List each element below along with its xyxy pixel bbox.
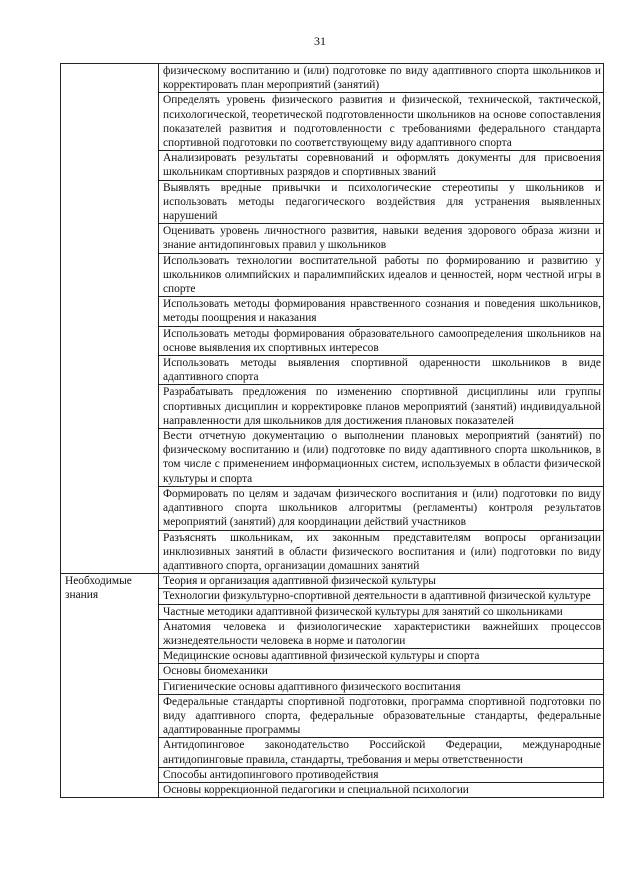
requirement-item: Определять уровень физического развития и физической, технической, тактической, психологической, теоретической подготовленности школьников на основе сопоставления показателей развития и подготовленности с требованиями федерального стандарта спортивной подготовки по соответствующему виду адаптивного спорта [159, 93, 604, 151]
table-row [61, 574, 604, 589]
requirement-item: Анатомия человека и физиологические характеристики важнейших процессов жизнедеятельности человека в норме и патологии [159, 619, 604, 648]
requirement-item: Основы коррекционной педагогики и специальной психологии [159, 782, 604, 797]
category-cell-skills [61, 64, 159, 574]
requirement-item: Разъяснять школьникам, их законным представителям вопросы организации инклюзивных занятий в области физического воспитания и (или) подготовки по виду адаптивного спорта, организации домашних занятий [159, 530, 604, 574]
requirement-item: Способы антидопингового противодействия [159, 767, 604, 782]
requirement-item: Использовать методы формирования нравственного сознания и поведения школьников, методы поощрения и наказания [159, 297, 604, 326]
requirement-item: Антидопинговое законодательство Российской Федерации, международные антидопинговые правила, стандарты, требования и меры ответственности [159, 738, 604, 767]
requirement-item: Технологии физкультурно-спортивной деятельности в адаптивной физической культуре [159, 589, 604, 604]
page-number: 31 [314, 34, 326, 48]
requirement-item: Использовать методы выявления спортивной одаренности школьников в виде адаптивного спорта [159, 356, 604, 385]
requirement-item: физическому воспитанию и (или) подготовке по виду адаптивного спорта школьников и корректировать план мероприятий (занятий) [159, 64, 604, 93]
requirement-item: Анализировать результаты соревнований и оформлять документы для присвоения школьникам спортивных разрядов и спортивных званий [159, 151, 604, 180]
requirement-item: Выявлять вредные привычки и психологические стереотипы у школьников и использовать методы педагогического воздействия для устранения выявленных нарушений [159, 180, 604, 224]
requirement-item: Использовать технологии воспитательной работы по формированию и развитию у школьников олимпийских и паралимпийских идеалов и ценностей, норм честной игры в спорте [159, 253, 604, 297]
requirement-item: Теория и организация адаптивной физической культуры [159, 574, 604, 589]
requirement-item: Вести отчетную документацию о выполнении плановых мероприятий (занятий) по физическому воспитанию и (или) подготовке по виду адаптивного спорта школьников, в том числе с применением информационных систем, используемых в области физической культуры и спорта [159, 429, 604, 487]
requirement-item: Медицинские основы адаптивной физической культуры и спорта [159, 649, 604, 664]
requirement-item: Использовать методы формирования образовательного самоопределения школьников на основе выявления их спортивных интересов [159, 326, 604, 355]
requirement-item: Формировать по целям и задачам физического воспитания и (или) подготовки по виду адаптивного спорта школьников алгоритмы (регламенты) контроля результатов мероприятий (занятий) для координации действий участников [159, 486, 604, 530]
requirement-item: Оценивать уровень личностного развития, навыки ведения здорового образа жизни и знание антидопинговых правил у школьников [159, 224, 604, 253]
category-cell-knowledge: Необходимые знания [61, 574, 159, 798]
requirement-item: Частные методики адаптивной физической культуры для занятий со школьниками [159, 604, 604, 619]
requirement-item: Разрабатывать предложения по изменению спортивной дисциплины или группы спортивных дисциплин и корректировке планов мероприятий (занятий) индивидуальной направленности для школьников для достижения плановых показателей [159, 385, 604, 429]
requirement-item: Федеральные стандарты спортивной подготовки, программа спортивной подготовки по виду адаптивного спорта, федеральные образовательные стандарты, федеральные адаптированные программы [159, 694, 604, 738]
requirement-item: Основы биомеханики [159, 664, 604, 679]
table-row [61, 64, 604, 93]
requirements-table [60, 63, 604, 798]
requirement-item: Гигиенические основы адаптивного физического воспитания [159, 679, 604, 694]
